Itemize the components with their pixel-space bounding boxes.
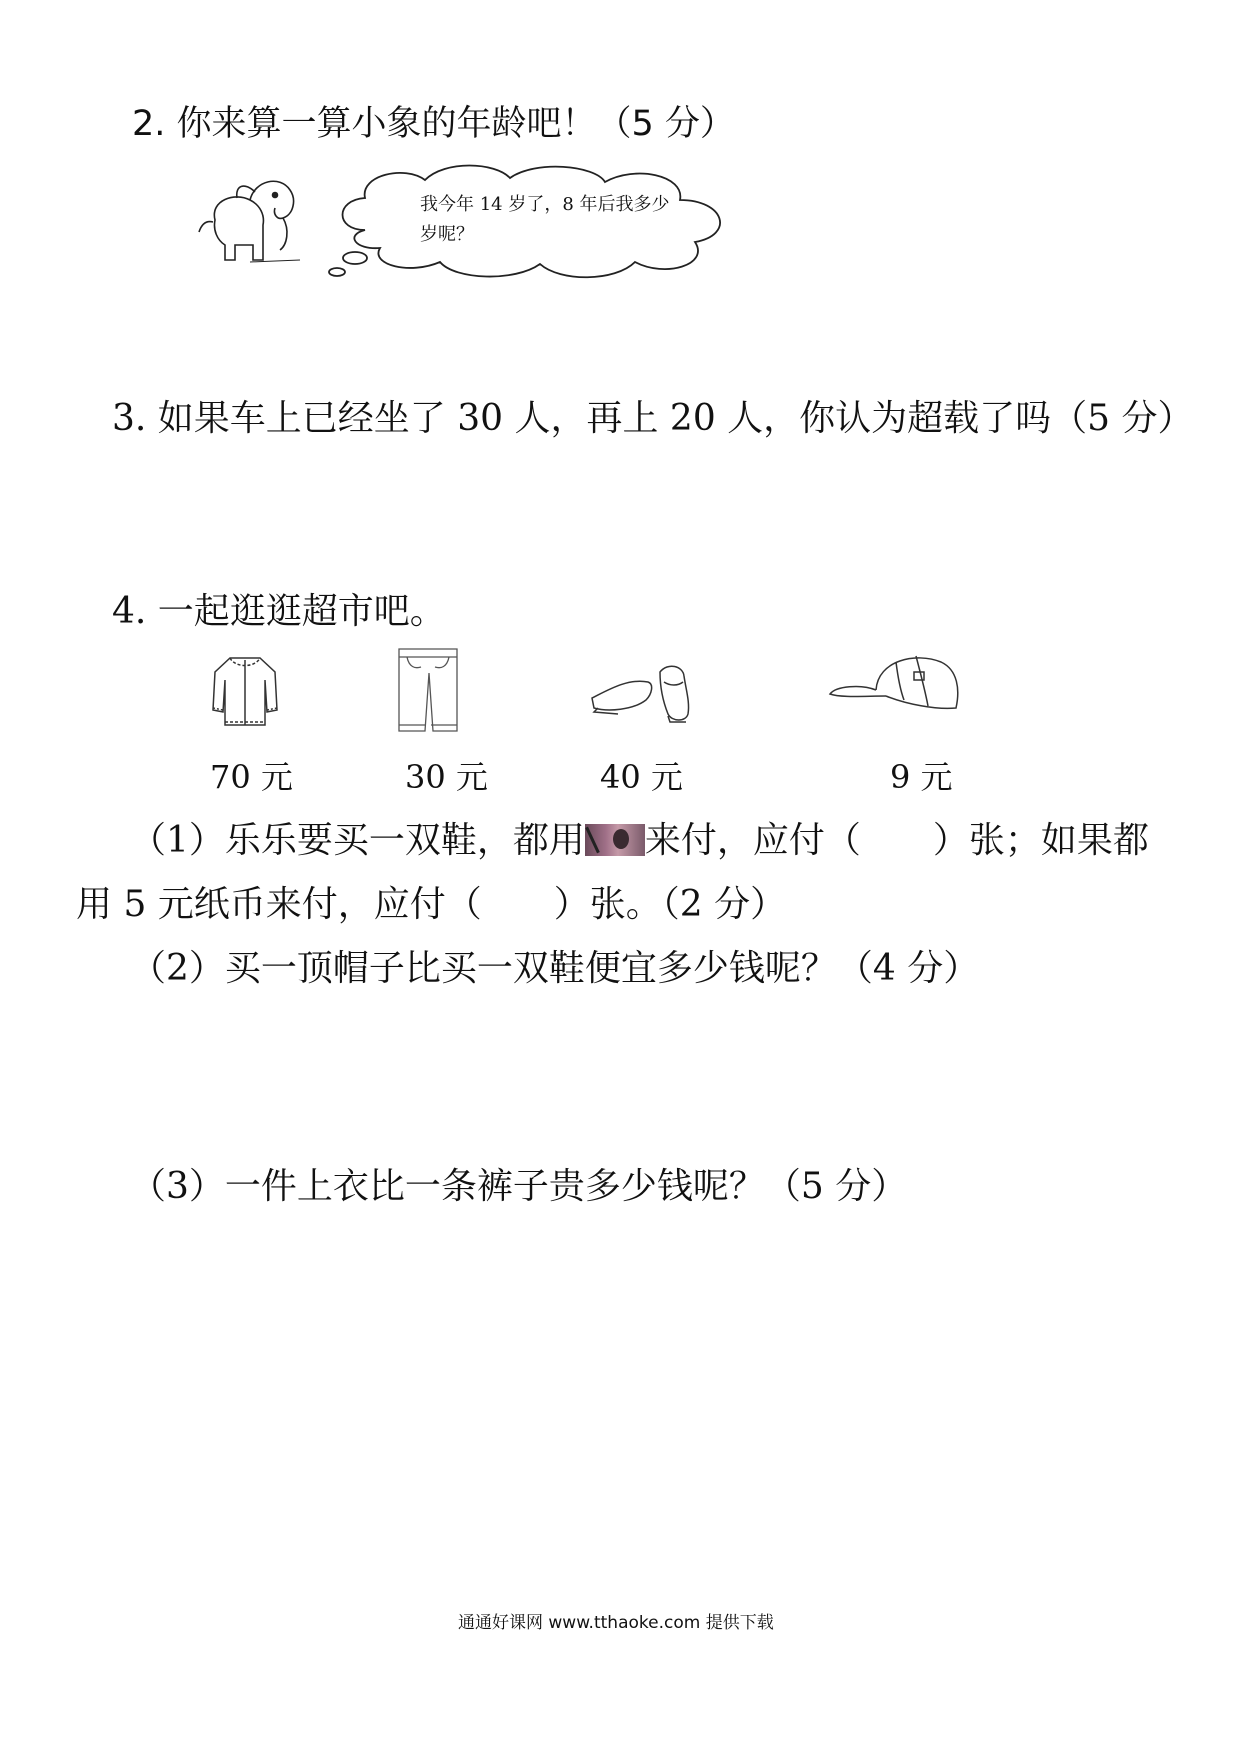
price-pants: 30 元: [405, 758, 488, 796]
elephant-icon: [195, 170, 305, 270]
question-4-sub2: （2）买一顶帽子比买一双鞋便宜多少钱呢？（4 分）: [130, 948, 980, 989]
question-4-sub1-line2: 用 5 元纸币来付，应付（ ）张。（2 分）: [76, 884, 787, 925]
price-coat: 70 元: [210, 758, 293, 796]
shoes-icon: [588, 660, 698, 740]
footer-source: 通通好课网 www.tthaoke.com 提供下载: [458, 1613, 774, 1633]
coat-icon: [205, 650, 285, 730]
pants-icon: [393, 645, 463, 735]
question-4-sub1-line1: [130, 812, 1149, 863]
sub1-text-b: 来付，应付（ ）张；如果都: [644, 820, 1149, 861]
price-cap: 9 元: [890, 758, 953, 796]
banknote-icon: [585, 824, 645, 856]
elephant-speech: 我今年 14 岁了，8 年后我多少岁呢？: [420, 194, 670, 245]
question-4-title: 4. 一起逛逛超市吧。: [112, 591, 446, 632]
cap-icon: [826, 650, 966, 720]
question-2-title: 2. 你来算一算小象的年龄吧！（5 分）: [132, 104, 735, 144]
sub1-text-a: （1）乐乐要买一双鞋，都用: [130, 820, 585, 861]
question-3-title: 3. 如果车上已经坐了 30 人，再上 20 人，你认为超载了吗（5 分）: [112, 398, 1194, 439]
price-shoes: 40 元: [600, 758, 683, 796]
question-4-sub3: （3）一件上衣比一条裤子贵多少钱呢？（5 分）: [130, 1166, 908, 1207]
